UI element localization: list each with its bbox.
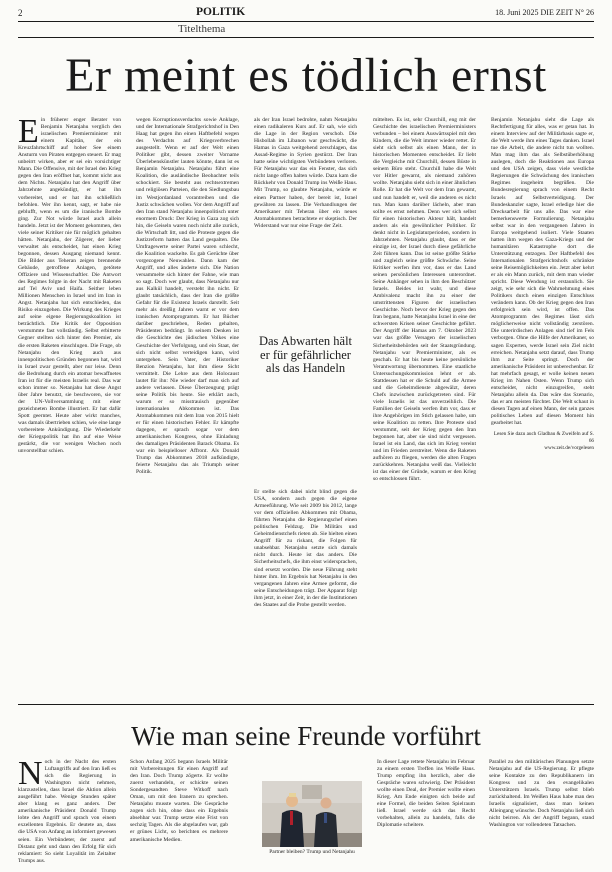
article-divider: [18, 704, 594, 705]
topic-rule: [18, 37, 594, 38]
column-text: in früherer enger Berater von Benjamin Netanjahu verglich den israelischen Premierminister mit einem Kapitän, der ein Kreuzfahrtschiff auf hoher See einem Ansturm von Piraten entgegen steuert. Er mag unbeirrt wirken, aber er sei ein vorsichtiger Mann. Die Offensive, mit der Israel den Krieg gegen den Iran eröffnet hat, kommt nicht aus dem Nichts. Netanjahu hat den Angriff über Jahrzehnte angekündigt, er hat ihn vorbereitet, und er hat ihn schließlich befohlen. Wer ihn kennt, sagt, er habe nie geblufft, wenn es um die iranische Bombe ging. Zur Not würde Israel auch allein handeln. Jetzt ist der Moment gekommen, den viele seiner Kritiker nie für möglich gehalten hätten. Netanjahu, der Zögerer, der lieber verwaltet als entscheidet, hat einen Krieg begonnen, dessen Ausgang niemand kennt. Die Bilder aus Teheran zeigen brennende Gebäude, getroffene Anlagen, getötete Offiziere und Wissenschaftler. Die Antwort des Regimes folgte in der Nacht mit Raketen auf Tel Aviv und Haifa. Seither leben Millionen Menschen in Israel und im Iran in Angst. Netanjahu hat sich entschieden, das Risiko einzugehen. Die Wirkung des Krieges auf seine eigene Regierungskoalition ist beträchtlich. Die Kritik der Opposition verstummte fast vollständig. Selbst erbitterte Gegner stellten sich hinter den Premier, als die ersten Raketen einschlugen. Die Frage, ob Netanjahu den Krieg auch aus innenpolitischen Gründen begonnen hat, wird in Israel zwar gestellt, aber nur leise. Denn die Bedrohung durch ein atomar bewaffnetes Iran ist für die meisten Israelis real. Das war schon immer so. Netanjahu hat diese Angst über Jahre benutzt, sie beschworen, sie vor der UN-Vollversammlung mit einer gezeichneten Bombe illustriert. Er hat dafür Spott geerntet. Heute aber wirkt manches, was damals übertrieben schien, wie eine lange vorbereitete Ankündigung. Die Wiederkehr der Kriegspolitik hat ihn auf eine Weise gestärkt, die vor wenigen Wochen noch unvorstellbar schien.: [18, 117, 121, 455]
pull-quote-text: Das Abwarten hält er für gefährlicher als das Handeln: [258, 334, 353, 375]
page-header: [18, 6, 594, 20]
column-text: Benjamin Netanjahu sieht die Lage als Rechtfertigung für alles, was er getan hat. In einem Interview auf der Militärbasis sagte er, die Welt werde ihm eines Tages danken. Israel tue die Arbeit, die andere nicht tun wollten. Man mag ihm das als Selbstüberhöhung auslegen, doch die Reaktionen aus Europa und den USA zeigen, dass viele westliche Regierungen die Schwächung des iranischen Regimes insgeheim begrüßen. Die Bundesregierung sprach von einem Recht Israels auf Selbstverteidigung. Der Bundeskanzler sagte, Israel erledige hier die Drecksarbeit für uns alle. Das war eine bemerkenswerte Formulierung. Netanjahu selbst war in den vergangenen Jahren in Europa weitgehend isoliert. Viele Staaten hatten ihm wegen des Gaza-Kriegs und der humanitären Katastrophe dort die Unterstützung entzogen. Der Haftbefehl des Internationalen Strafgerichtshofs schränkte seine Reisemöglichkeiten ein. Jetzt aber kehrt er als ein Mann zurück, mit dem man wieder spricht. Diese Wendung ist erstaunlich. Sie zeigt, wie sehr sich die Wahrnehmung eines Politikers durch einen einzigen Entschluss verändern kann. Ob der Krieg gegen den Iran erfolgreich sein wird, ist offen. Das Atomprogramm des Regimes lässt sich möglicherweise nicht vollständig zerstören. Die unterirdischen Anlagen sind tief im Fels verborgen. Ohne die Hilfe der Amerikaner, so sagen Experten, werde Israel sein Ziel nicht erreichen. Netanjahu setzt darauf, dass Trump ihm zur Seite springt. Doch der amerikanische Präsident ist unberechenbar. Er hat mehrfach gesagt, er wolle keinen neuen Krieg im Nahen Osten. Wenn Trump sich entscheidet, nicht einzugreifen, steht Netanjahu allein da. Das wäre das Szenario, das er am meisten fürchtet. Die Welt schaut in diesen Tagen auf einen Mann, der sein ganzes politisches Leben auf diesen Moment hin gearbeitet hat.: [491, 117, 594, 427]
article-column-3: [254, 117, 357, 698]
photo-caption: Partner bleiben? Trump und Netanjahu: [269, 849, 355, 855]
page-number: 2: [18, 8, 23, 18]
pull-quote: [254, 335, 357, 376]
article-body: [18, 117, 594, 698]
second-article-column-1: [18, 759, 116, 869]
related-link[interactable]: Lesen Sie dazu auch Gladbau & Zweifeln auf S. 66: [493, 431, 594, 445]
section-title: POLITIK: [196, 6, 246, 18]
article-column-5: [491, 117, 594, 698]
second-article-column-4: [489, 759, 594, 869]
article-column-4: [373, 117, 476, 698]
article-column-1: [18, 117, 121, 698]
column-text: Parallel zu den militärischen Planungen setzte Netanjahu auf die US-Regierung. Er pflegte seine Kontakte zu den Republikanern im Kongress und zu den evangelikalen Unterstützern Israels. Trump selbst blieb zurückhaltend. Im Weißen Haus habe man den Israelis signalisiert, dass man keinen Alleingang wünsche. Doch Netanjahu ließ sich nicht beirren. Als der Angriff begann, stand Washington vor vollendeten Tatsachen.: [489, 759, 594, 829]
second-article-column-2: [130, 759, 228, 869]
audio-link[interactable]: www.zeit.de/vorgelesen: [544, 445, 594, 452]
column-text: In dieser Lage rettete Netanjahu im Februar zu einem ersten Treffen ins Weiße Haus. Trump empfing ihn herzlich, aber die Gespräche waren schwierig. Der Präsident wollte einen Deal, der Premier wollte einen Krieg. Am Ende einigten sich beide auf eine Formel, die beiden Seiten Spielraum ließ. Israel werde sich das Recht vorbehalten, allein zu handeln, falls die Diplomatie scheitere.: [377, 759, 475, 829]
column-text: Er stellte sich dabei nicht blind gegen die USA, sondern auch gegen die eigene Armeeführung. Wie seit 2009 bis 2012, lange vor dem offiziellen Abkommen mit Obama, führten Netanjahu die Regierungschef einen politischen Feldzug. Die Militärs und Geheimdienstchefs rieten ab. Sie hielten einen Angriff für zu riskant, die Folgen für unabsehbar. Netanjahu setzte sich damals nicht durch. Heute ist das anders. Die Sicherheitschefs, die ihm einst widersprachen, sind ersetzt worden. Die neue Führung steht hinter ihm. Im Ergebnis hat Netanjahu in den vergangenen Jahren eine Armee geformt, die seine Entscheidungen trägt. Der Apparat folgt ihm jetzt, in einer Zeit, in der die Institutionen des Staates auf die Probe gestellt werden.: [254, 489, 357, 608]
column-text: och in der Nacht des ersten Luftangriffs auf den Iran ließ es sich die Regierung in Washington nicht nehmen, klarzustellen, dass Israel die Aktion allein ausgeführt habe. Wenige Stunden später aber klang es ganz anders. Der amerikanische Präsident Donald Trump lobte den Angriff und sprach von einem exzellenten Ergebnis. Er deutete an, dass die USA von Anfang an informiert gewesen seien. Ein Verbündeter, der zuerst auf Distanz geht und dann den Erfolg für sich reklamiert: So sieht Loyalität im Zeitalter Trumps aus.: [18, 759, 116, 864]
header-rule: [18, 21, 594, 22]
topic-label: Titelthema: [178, 23, 226, 35]
second-article-body: [18, 759, 594, 869]
column-text: als der Iran Israel bedrohte, nahm Netanjahu einen radikaleren Kurs auf. Er sah, wie sich die Lage in der Region verschob. Die Hisbollah im Libanon war geschwächt, die Hamas in Gaza weitgehend zerschlagen, das Assad-Regime in Syrien gestürzt. Der Iran hatte seine wichtigsten Verbündeten verloren. Für Netanjahu war das ein Fenster, das sich nicht lange offen halten würde. Dazu kam die Rückkehr von Donald Trump ins Weiße Haus. Mit Trump, so glaubte Netanjahu, würde er einen Partner haben, der bereit ist, Israel gewähren zu lassen. Die Verhandlungen der Amerikaner mit Teheran über ein neues Atomabkommen betrachtete er skeptisch. Der Widerstand war nur eine Frage der Zeit.: [254, 117, 357, 229]
column-text: wegen Korruptionsverdachts sowie Anklage, und der Internationale Strafgerichtshof in Den Haag hat gegen ihn einen Haftbefehl wegen des Verdachts auf Kriegsverbrechen ausgestellt. Wenn er auf der Welt einen Politiker gibt, dessen zweiter Vorname Überlebenskünstler lauten könnte, dann ist es Benjamin Netanjahu. Netanjahu führt eine Koalition, die ausländische Beobachter teils schockiert. Sie besteht aus rechtsextremen und religiösen Parteien, die den Siedlungsbau im Westjordanland vorantreiben und die Justiz schwächen wollen. Vor dem Angriff auf den Iran stand Netanjahu innenpolitisch unter enormem Druck: Der Krieg in Gaza zog sich hin, die Geiseln waren noch nicht alle zurück, die Wirtschaft litt, und die Proteste gegen die Justizreform hatten das Land gespalten. Die Umfragewerte seiner Partei waren schlecht, die Koalition wackelte. Es gab Gerüchte über vorgezogene Neuwahlen. Dann kam der Angriff, und alles änderte sich. Die Nation versammelte sich hinter der Fahne, wie man so sagt. Doch wer glaubt, dass Netanjahu nur aus Kalkül handelt, versteht ihn nicht. Er glaubt tatsächlich, dass der Iran die größte Gefahr für die Existenz Israels darstellt. Seit mehr als dreißig Jahren warnt er vor dem iranischen Atomprogramm. Er hat Bücher darüber geschrieben, Reden gehalten, Präsidenten bedrängt. In seinem Denken ist die Geschichte des jüdischen Volkes eine Geschichte der Verfolgung, und ein Staat, der sich nicht selbst verteidigen kann, wird untergehen. Sein Vater, der Historiker Benzion Netanjahu, hat ihm diese Sicht vermittelt. Die Lehre aus dem Holocaust lautet für ihn: Nie wieder darf man sich auf andere verlassen. Diese Überzeugung prägt seine Politik bis heute. Sie erklärt auch, warum er so misstrauisch gegenüber internationalen Abkommen ist. Das Atomabkommen mit dem Iran von 2015 hielt er für einen historischen Fehler. Er kämpfte dagegen, er sprach sogar vor dem amerikanischen Kongress, ohne Einladung des damaligen Präsidenten Barack Obama. Es war ein beispielloser Affront. Als Donald Trump das Abkommen 2018 aufkündigte, feierte Netanjahu das als Triumph seiner Politik.: [136, 117, 239, 476]
trump-netanyahu-photo: [262, 781, 362, 847]
column-text: mittelten. Es ist, sehr Churchill, eng mit der Geschichte des israelischen Premierministers verbunden – bei einem Auswärtsspiel mit den Kindern, die die Welt immer wieder rettet. Er sieht sich selbst als einen Mann, der in historischen Momenten entscheidet. Er liebt die Vergleiche mit Churchill, dessen Büste in seinem Büro steht. Churchill habe die Welt vor Hitler gewarnt, als niemand zuhören wollte. Netanjahu sieht sich in einer ähnlichen Rolle. Er hat die Welt vor dem Iran gewarnt, und nun handelt er, weil die anderen es nicht tun. Man kann darüber lächeln, aber man sollte es ernst nehmen. Denn wer sich selbst für einen historischen Akteur hält, handelt anders als ein gewöhnlicher Politiker. Er denkt nicht in Legislaturperioden, sondern in Jahrzehnten. Netanjahu glaubt, dass er der einzige ist, der Israel durch diese gefährliche Zeit führen kann. Das ist seine größte Stärke und zugleich seine größte Schwäche. Seine Kritiker werfen ihm vor, dass er das Land seinen persönlichen Interessen unterordnet. Seine Anhänger sehen in ihm den Beschützer Israels. Beides ist wahr, und diese Ambivalenz macht ihn zu einer der umstrittensten Figuren der israelischen Geschichte. Noch bevor der Krieg gegen den Iran begann, hatte Netanjahu Israel in eine der schwersten Krisen seiner Geschichte geführt. Der Angriff der Hamas am 7. Oktober 2023 war das größte Versagen der israelischen Sicherheitsbehörden seit der Staatsgründung. Netanjahu war Premierminister, als es geschah. Er hat bis heute keine persönliche Verantwortung übernommen. Eine staatliche Untersuchungskommission lehnt er ab. Stattdessen hat er die Schuld auf die Armee und die Geheimdienste abgewälzt, deren Chefs inzwischen zurückgetreten sind. Für viele Israelis ist das unverzeihlich. Die Familien der Geiseln werfen ihm vor, dass er ihre Angehörigen im Stich gelassen habe, um seine Koalition zu retten. Ihre Proteste sind verstummt, seit der Krieg gegen den Iran begonnen hat, aber sie sind nicht vergessen. Israel ist ein Land, das sich im Krieg vereint und im Frieden zerstreitet. Wenn die Raketen aufhören zu fliegen, werden die alten Fragen zurückkehren. Netanjahu weiß das. Vielleicht ist das einer der Gründe, warum er den Krieg so entschlossen führt.: [373, 117, 476, 483]
drop-cap: N: [18, 759, 43, 792]
article-column-2: [136, 117, 239, 698]
column-text: Schon Anfang 2025 begann Israels Militär mit Vorbereitungen für einen Angriff auf den Iran. Doch Trump zögerte. Er wollte zuerst verhandeln, er schickte seinen Sondergesandten Steve Witkoff nach Oman, um mit den Iranern zu sprechen. Netanjahu musste warten. Die Gespräche zogen sich hin, ohne dass ein Ergebnis absehbar war. Trump setzte eine Frist von sechzig Tagen. Als die abgelaufen war, gab er grünes Licht, so berichten es mehrere amerikanische Medien.: [130, 759, 228, 843]
drop-cap: E: [18, 117, 39, 150]
second-article-headline: Wie man seine Freunde vorführt: [131, 721, 481, 751]
issue-date: 18. Juni 2025 DIE ZEIT N° 26: [495, 8, 594, 17]
article-headline: Er meint es tödlich ernst: [65, 49, 547, 102]
second-article-column-3: [377, 759, 475, 869]
